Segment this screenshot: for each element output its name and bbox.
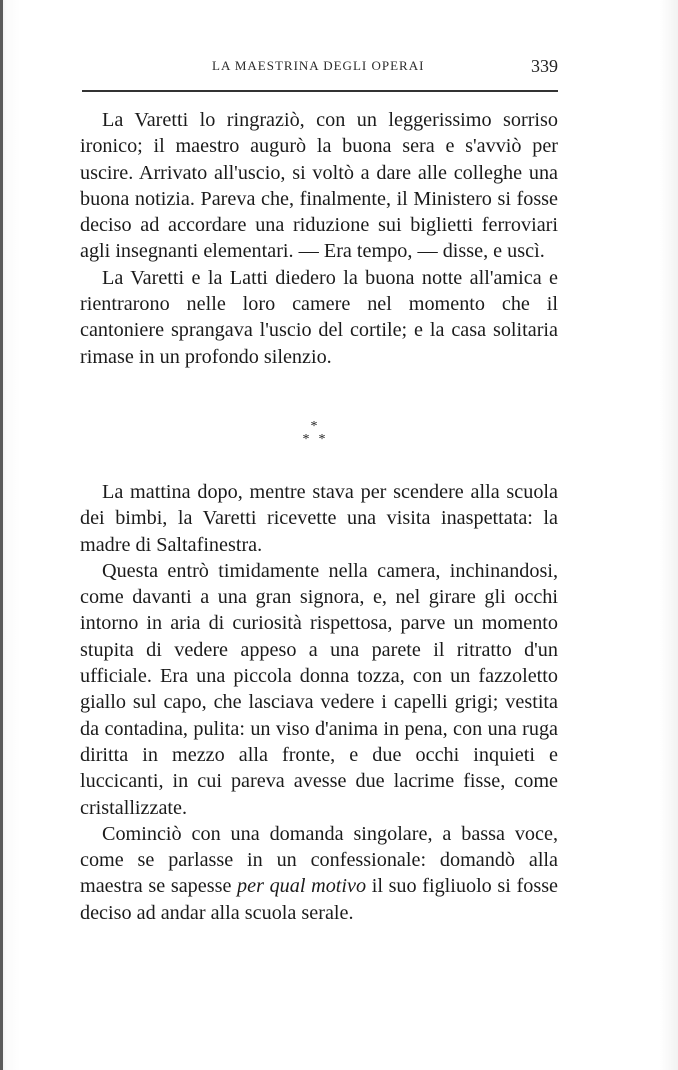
paragraph: La mattina dopo, mentre stava per scendere alla scuola dei bimbi, la Varetti ricevette una visita inaspettata: la madre di Saltafinestra.: [80, 481, 558, 556]
page-number: 339: [531, 56, 558, 76]
running-title: LA MAESTRINA DEGLI OPERAI: [212, 58, 425, 73]
paragraph-text: il suo figliuolo si fosse deciso ad andar alla scuola serale.: [80, 875, 559, 924]
page-header: [82, 56, 558, 80]
paragraph-text: Cominciò con una domanda singolare, a bassa voce, come se parlasse in un confessionale: domandò alla maestra se sapesse: [80, 822, 558, 898]
italic-phrase: per qual motivo: [237, 875, 367, 898]
asterism-star: *: [302, 432, 310, 447]
paragraph: La Varetti lo ringraziò, con un leggerissimo sorriso ironico; il maestro augurò la buona sera e s'avviò per uscire. Arrivato all'uscio, si voltò a dare alle colleghe una buona notizia. Pareva che, finalmente, il Ministero si fosse deciso ad accordare una riduzione sui biglietti ferroviari agli insegnanti elementari. — Era tempo, — disse, e uscì.: [80, 109, 558, 263]
paragraph: La Varetti e la Latti diedero la buona notte all'amica e rientrarono nelle loro camere nel momento che il cantoniere sprangava l'uscio del cortile; e la casa solitaria rimase in un profondo silenzio.: [80, 266, 558, 368]
section-1-text: [80, 107, 558, 370]
section-2-text: [80, 479, 558, 926]
paragraph: [80, 821, 558, 926]
asterism-section-break: [294, 417, 334, 457]
page-binding-edge: [0, 0, 3, 1070]
header-rule: [82, 90, 558, 92]
paragraph: Questa entrò timidamente nella camera, inchinandosi, come davanti a una gran signora, e, nel girare gli occhi intorno in aria di curiosità rispettosa, parve un momento stupita di vedere appeso a una parete il ritratto d'un ufficiale. Era una piccola donna tozza, con un fazzoletto giallo sul capo, che lasciava vedere i capelli grigi; vestita da contadina, pulita: un viso d'anima in pena, con una ruga diritta in mezzo alla fronte, e due occhi inquieti e luccicanti, in cui pareva avesse due lacrime fisse, come cristallizzate.: [80, 559, 558, 819]
asterism-star: *: [310, 419, 318, 434]
asterism-star: *: [318, 432, 326, 447]
